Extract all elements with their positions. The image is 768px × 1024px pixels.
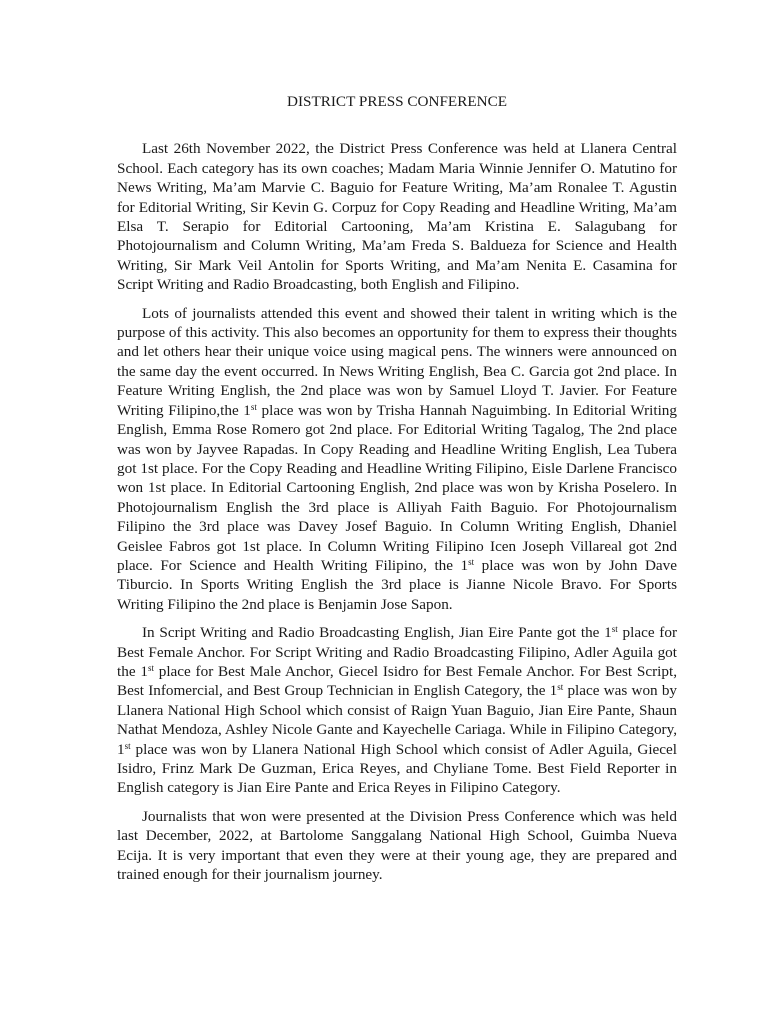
paragraph-text: place was won by John Dave Tiburcio. In Sports Writing English the 3rd place is Jianne Nicole Bravo. For Sports Writing Filipino the 2nd place is Benjamin Jose Sapon. xyxy=(117,556,677,613)
ordinal-suffix: st xyxy=(611,624,618,635)
paragraph-text: Last 26th November 2022, the District Press Conference was held at Llanera Central School. Each category has its own coaches; Madam Maria Winnie Jennifer O. Matutino for News Writing, Ma’am Marvie C. Baguio for Feature Writing, Ma’am Ronalee T. Agustin for Editorial Writing, Sir Kevin G. Corpuz for Copy Reading and Headline Writing, Ma’am Elsa T. Serapio for Editorial Cartooning, Ma’am Kristina E. Salagubang for Photojournalism and Column Writing, Ma’am Freda S. Baldueza for Science and Health Writing, Sir Mark Veil Antolin for Sports Writing, and Ma’am Nenita E. Casamina for Script Writing and Radio Broadcasting, both English and Filipino. xyxy=(117,140,677,294)
document-title: DISTRICT PRESS CONFERENCE xyxy=(287,93,507,110)
ordinal-suffix: st xyxy=(250,401,257,412)
paragraph-division xyxy=(117,807,677,885)
paragraph-text: place was won by Llanera National High School which consist of Adler Aguila, Giecel Isidro, Frinz Mark De Guzman, Erica Reyes, and Chyliane Tome. Best Field Reporter in English category is Jian Eire Pante and Erica Reyes in Filipino Category. xyxy=(117,740,677,797)
paragraph-coaches xyxy=(117,139,677,294)
ordinal-suffix: st xyxy=(468,556,475,567)
paragraph-text: In Script Writing and Radio Broadcasting English, Jian Eire Pante got the 1 xyxy=(142,624,612,642)
paragraph-winners xyxy=(117,304,677,615)
paragraph-text: Lots of journalists attended this event and showed their talent in writing which is the purpose of this activity. This also becomes an opportunity for them to express their thoughts and let others hear their unique voice using magical pens. The winners were announced on the same day the event occurred. In News Writing English, Bea C. Garcia got 2nd place. In Feature Writing English, the 2nd place was won by Samuel Lloyd T. Javier. For Feature Writing Filipino,the 1 xyxy=(117,304,677,419)
paragraph-text: Journalists that won were presented at the Division Press Conference which was held last December, 2022, at Bartolome Sanggalang National High School, Guimba Nueva Ecija. It is very important that even they were at their young age, they are prepared and trained enough for their journalism journey. xyxy=(117,807,677,884)
paragraph-text: place was won by Llanera National High School which consist of Raign Yuan Baguio, Jian Eire Pante, Shaun Nathat Mendoza, Ashley Nicole Gante and Kayechelle Cariaga. While in Filipino Category, 1 xyxy=(117,682,678,758)
paragraph-text: place for Best Female Anchor. For Script Writing and Radio Broadcasting Filipino, Adler Aguila got the 1 xyxy=(117,624,678,680)
paragraph-text: place was won by Trisha Hannah Naguimbing. In Editorial Writing English, Emma Rose Romero got 2nd place. For Editorial Writing Tagalog, The 2nd place was won by Jayvee Rapadas. In Copy Reading and Headline Writing English, Lea Tubera got 1st place. For the Copy Reading and Headline Writing Filipino, Eisle Darlene Francisco won 1st place. In Editorial Cartooning English, 2nd place was won by Krisha Poselero. In Photojournalism English the 3rd place is Alliyah Faith Baguio. For Photojournalism Filipino the 3rd place was Davey Josef Baguio. In Column Writing English, Dhaniel Geislee Fabros got 1st place. In Column Writing Filipino Icen Joseph Villareal got 2nd place. For Science and Health Writing Filipino, the 1 xyxy=(117,401,677,574)
paragraph-broadcasting xyxy=(117,623,677,798)
paragraph-text: place for Best Male Anchor, Giecel Isidro for Best Female Anchor. For Best Script, Best Infomercial, and Best Group Technician in English Category, the 1 xyxy=(117,662,677,700)
ordinal-suffix: st xyxy=(557,682,564,693)
ordinal-suffix: st xyxy=(147,662,154,673)
ordinal-suffix: st xyxy=(124,740,131,751)
